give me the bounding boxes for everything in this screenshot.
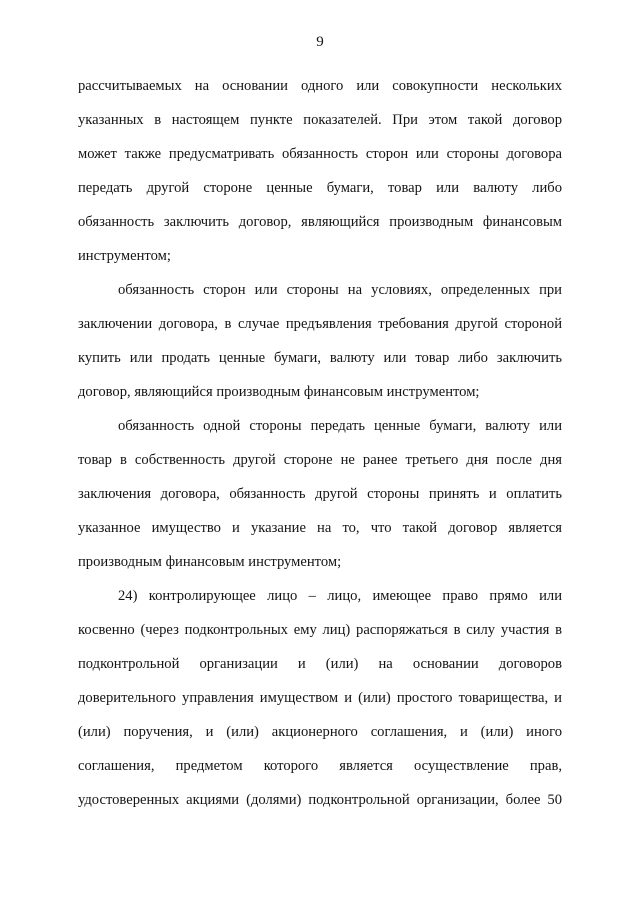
text-line: обязанность одной стороны передать ценные бумаги, валюту или bbox=[118, 418, 562, 434]
text-line: обязанность сторон или стороны на условиях, определенных при bbox=[118, 282, 562, 298]
text-line: купить или продать ценные бумаги, валюту или товар либо заключить bbox=[78, 350, 562, 366]
text-line: заключении договора, в случае предъявления требования другой стороной bbox=[78, 316, 562, 332]
text-line: инструментом; bbox=[78, 248, 171, 264]
text-line: косвенно (через подконтрольных ему лиц) распоряжаться в силу участия в bbox=[78, 622, 562, 638]
text-line: подконтрольной организации и (или) на основании договоров bbox=[78, 656, 562, 672]
text-line: (или) поручения, и (или) акционерного соглашения, и (или) иного bbox=[78, 724, 562, 740]
text-line: договор, являющийся производным финансовым инструментом; bbox=[78, 384, 480, 400]
document-text bbox=[78, 69, 562, 817]
page-number: 9 bbox=[316, 34, 324, 50]
text-line: соглашения, предметом которого является осуществление прав, bbox=[78, 758, 562, 774]
text-line: указанное имущество и указание на то, что такой договор является bbox=[78, 520, 562, 536]
text-line: указанных в настоящем пункте показателей. При этом такой договор bbox=[78, 112, 562, 128]
text-line: передать другой стороне ценные бумаги, товар или валюту либо bbox=[78, 180, 562, 196]
text-line: рассчитываемых на основании одного или совокупности нескольких bbox=[78, 78, 562, 94]
text-line: производным финансовым инструментом; bbox=[78, 554, 342, 570]
text-line: обязанность заключить договор, являющийся производным финансовым bbox=[78, 214, 562, 230]
text-line: товар в собственность другой стороне не ранее третьего дня после дня bbox=[78, 452, 562, 468]
text-line: заключения договора, обязанность другой стороны принять и оплатить bbox=[78, 486, 562, 502]
text-line: может также предусматривать обязанность сторон или стороны договора bbox=[78, 146, 562, 162]
text-line: доверительного управления имуществом и (или) простого товарищества, и bbox=[78, 690, 562, 706]
text-line: удостоверенных акциями (долями) подконтрольной организации, более 50 bbox=[78, 792, 562, 808]
text-line: 24) контролирующее лицо – лицо, имеющее право прямо или bbox=[118, 588, 562, 604]
